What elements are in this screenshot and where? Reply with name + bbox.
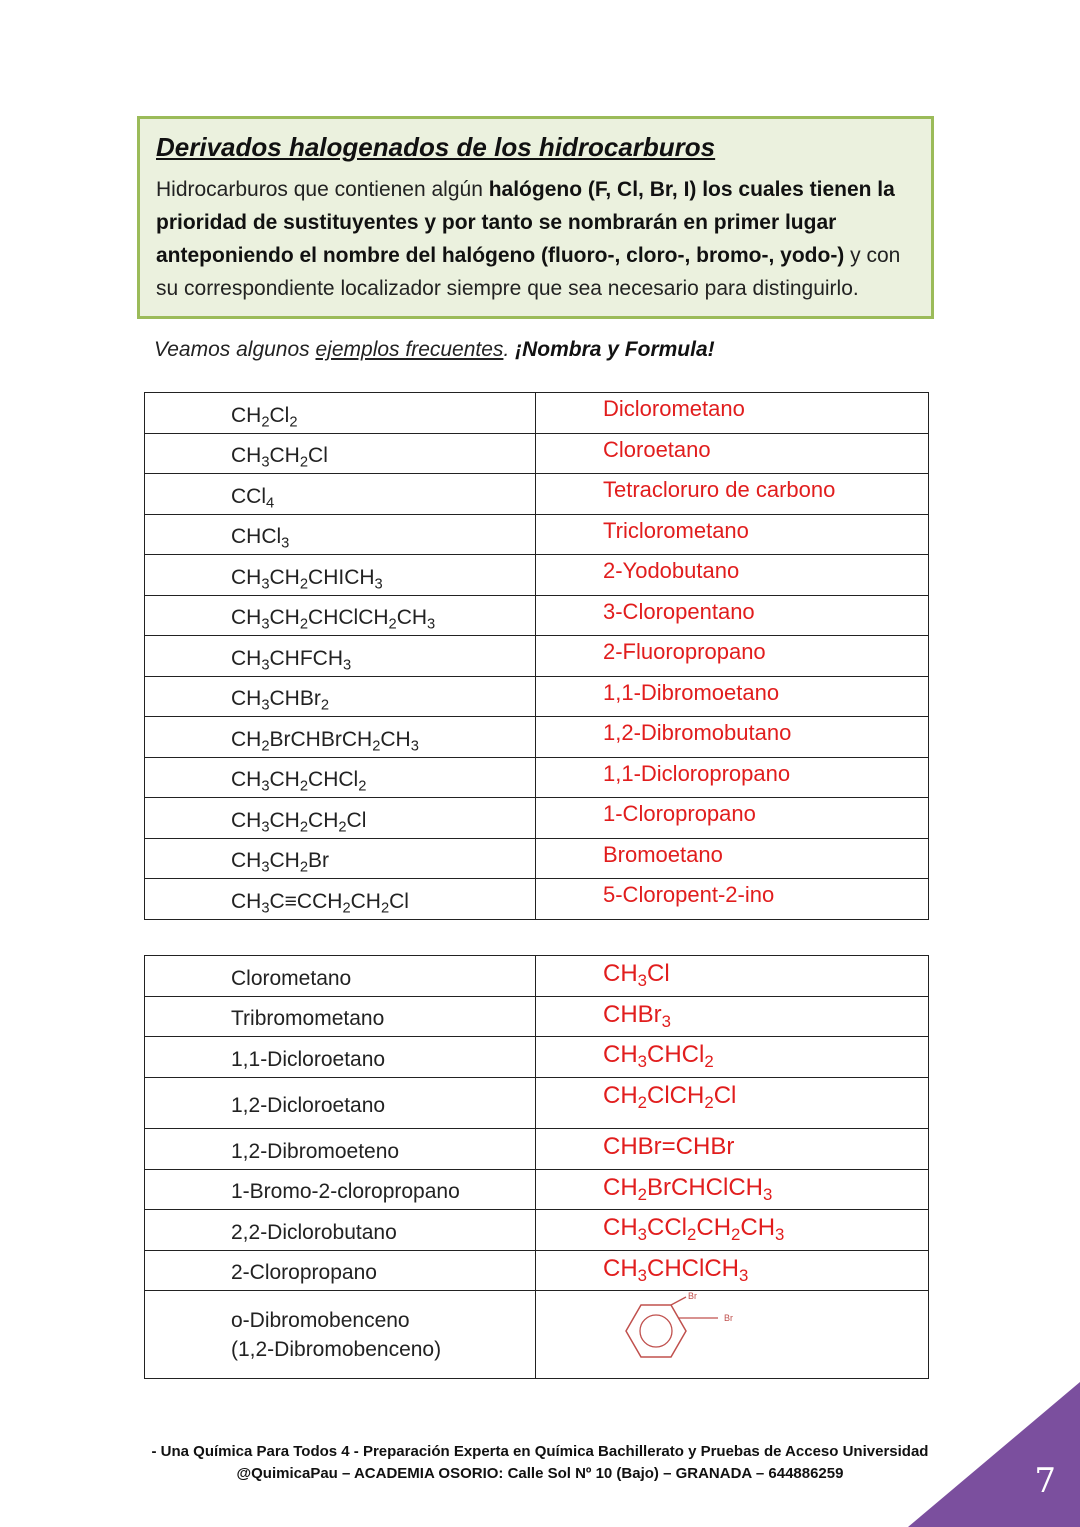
table-row [145,595,929,636]
compound-name-cell: 1-Cloropropano [536,798,929,839]
structure-cell [536,1291,929,1379]
compound-name-cell: 1,1-Dibromoetano [536,676,929,717]
definition-box [137,116,934,319]
formula-cell: $CH_3CHCl_2$ [536,1037,929,1078]
table-row [145,717,929,758]
compound-name-cell: 1,2-Dibromobutano [536,717,929,758]
table-row [145,996,929,1037]
formula-cell: CHBr=CHBr [536,1128,929,1169]
name-to-formula-table [144,955,929,1379]
compound-name-cell: 2,2-Diclorobutano [145,1210,536,1251]
benzene-structure-icon [616,1291,756,1371]
compound-name-cell: 1,2-Dicloroetano [145,1077,536,1128]
formula-cell: $CH_2BrCHClCH_3$ [536,1169,929,1210]
intro-text: Veamos algunos [154,338,316,361]
compound-name-cell [145,1291,536,1379]
definition-text [156,173,915,305]
formula-cell: $CH_3CH_2Cl$ [145,433,536,474]
compound-name-cell: Tribromometano [145,996,536,1037]
intro-underlined: ejemplos frecuentes [315,338,504,361]
table-row [145,1077,929,1128]
bromine-label-1: Br [688,1291,697,1301]
compound-name-cell: Tetracloruro de carbono [536,474,929,515]
formula-cell: $CH_3CHBr_2$ [145,676,536,717]
compound-name: o-Dibromobenceno [231,1308,410,1332]
table-row [145,1037,929,1078]
compound-name-cell: 1,1-Dicloropropano [536,757,929,798]
compound-name-cell: 5-Cloropent-2-ino [536,879,929,920]
table-row [145,1128,929,1169]
footer-line-1: - Una Química Para Todos 4 - Preparación Experta en Química Bachillerato y Pruebas de Acceso Universidad [151,1443,929,1460]
compound-name-alt: (1,2-Dibromobenceno) [231,1337,442,1361]
intro-bold: ¡Nombra y Formula! [515,338,715,361]
formula-cell: CHBr$_3$ [536,996,929,1037]
table-row [145,838,929,879]
compound-name-cell: 1,2-Dibromoeteno [145,1128,536,1169]
compound-name-cell: 3-Cloropentano [536,595,929,636]
corner-triangle [908,1382,1080,1527]
table-row [145,798,929,839]
formula-cell: $CH_3CH_2CHCl_2$ [145,757,536,798]
table-row [145,1250,929,1291]
compound-name-cell: 2-Yodobutano [536,555,929,596]
formula-cell: $CH_3CH_2Br$ [145,838,536,879]
page-number: 7 [1034,1461,1056,1501]
formula-cell: CCl$_4$ [145,474,536,515]
formula-cell: $CH_3CH_2CHICH_3$ [145,555,536,596]
definition-text-part: Hidrocarburos que contienen algún [156,178,489,201]
compound-name-cell: Diclorometano [536,393,929,434]
bromine-label-2: Br [724,1313,733,1323]
formula-cell: $CH_3CHClCH_3$ [536,1250,929,1291]
table-row [145,956,929,997]
compound-name-cell: Bromoetano [536,838,929,879]
table-row [145,433,929,474]
formula-cell: $CH_3C\equiv CCH_2CH_2Cl$ [145,879,536,920]
table-row [145,1291,929,1379]
formula-cell: $CH_3CHFCH_3$ [145,636,536,677]
definition-text-end: y con su correspondiente localizador siempre que sea necesario para distinguirlo. [156,244,901,300]
formula-cell: $CH_3CH_2CHClCH_2CH_3$ [145,595,536,636]
formula-cell: $CH_2BrCHBrCH_2CH_3$ [145,717,536,758]
formula-cell: $CH_2Cl_2$ [145,393,536,434]
compound-name-cell: Cloroetano [536,433,929,474]
section-title: Derivados halogenados de los hidrocarburos [156,132,716,162]
intro-separator: . [503,338,516,361]
compound-name-cell: Triclorometano [536,514,929,555]
compound-name-cell: 2-Fluoropropano [536,636,929,677]
formula-cell: $CH_2ClCH_2Cl$ [536,1077,929,1128]
formula-cell: $CH_3Cl$ [536,956,929,997]
intro-line [154,338,715,362]
formula-cell: CHCl$_3$ [145,514,536,555]
compound-name-cell: 2-Cloropropano [145,1250,536,1291]
table-row [145,393,929,434]
definition-text-bold: halógeno (F, Cl, Br, I) los cuales tienen la prioridad de sustituyentes y por tanto se nombrarán en primer lugar anteponiendo el nombre del halógeno (fluoro-, cloro-, bromo-, yodo-) [156,178,895,267]
compound-name-cell: Clorometano [145,956,536,997]
formula-cell: $CH_3CCl_2CH_2CH_3$ [536,1210,929,1251]
table-row [145,474,929,515]
compound-name-cell: 1-Bromo-2-cloropropano [145,1169,536,1210]
table-row [145,676,929,717]
formula-to-name-table [144,392,929,920]
table-row [145,879,929,920]
table-row [145,514,929,555]
table-row [145,1169,929,1210]
table-row [145,636,929,677]
table-row [145,1210,929,1251]
footer-line-2: @QuimicaPau – ACADEMIA OSORIO: Calle Sol Nº 10 (Bajo) – GRANADA – 644886259 [236,1465,844,1482]
compound-name-cell: 1,1-Dicloroetano [145,1037,536,1078]
table-row [145,757,929,798]
table-row [145,555,929,596]
formula-cell: $CH_3CH_2CH_2Cl$ [145,798,536,839]
